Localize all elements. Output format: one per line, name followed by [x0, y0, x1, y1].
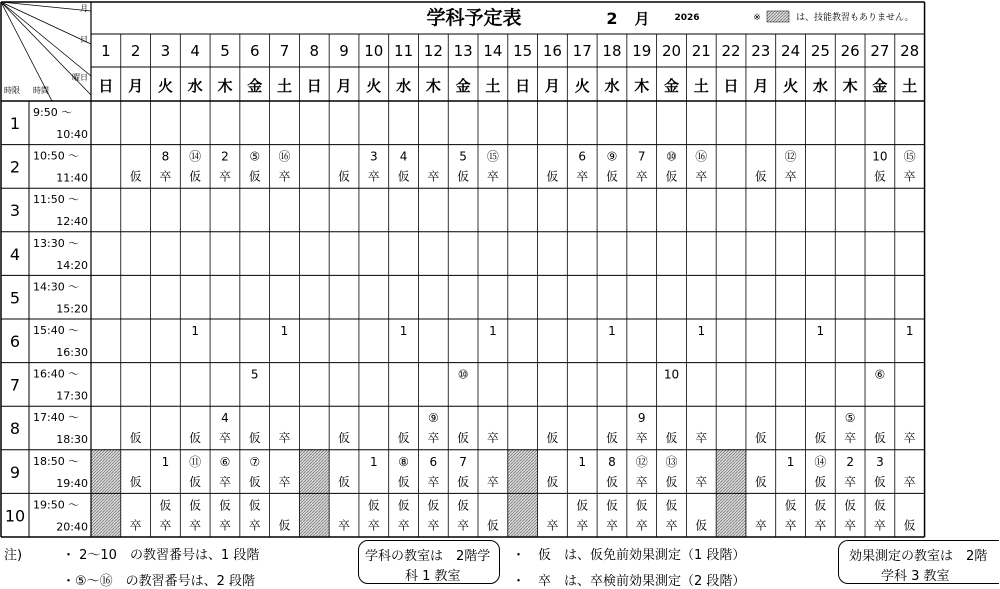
period-end-time: 16:30 [56, 346, 88, 359]
notes-label: 注) [4, 548, 23, 563]
test-marker: 卒 [695, 474, 708, 489]
day-number: 27 [870, 42, 890, 60]
day-number: 28 [900, 42, 920, 60]
lesson-number: 仮 [457, 498, 470, 513]
lesson-number: 仮 [218, 498, 231, 513]
lesson-number: 3 [369, 149, 378, 164]
corner-diagonal [1, 2, 91, 44]
day-number: 8 [309, 42, 320, 60]
test-marker: 仮 [129, 431, 142, 446]
weekday-label: 木 [842, 77, 858, 95]
weekday-label: 木 [425, 77, 441, 95]
test-marker: 卒 [576, 518, 589, 533]
lesson-number: 4 [399, 149, 408, 164]
day-number: 6 [249, 42, 260, 60]
lesson-number: 1 [905, 324, 914, 338]
no-skill-lesson-cell [508, 450, 538, 494]
lesson-number: ⑩ [666, 149, 677, 164]
lesson-number: 仮 [189, 498, 202, 513]
test-marker: 仮 [457, 169, 470, 184]
day-number: 7 [279, 42, 290, 60]
test-marker: 卒 [427, 474, 440, 489]
test-marker: 卒 [367, 518, 380, 533]
lesson-number: ⑪ [189, 454, 202, 469]
weekday-label: 水 [812, 77, 828, 95]
day-number: 16 [542, 42, 562, 60]
day-number: 15 [513, 42, 533, 60]
lesson-number: ⑮ [903, 149, 916, 164]
test-marker: 仮 [814, 474, 827, 489]
weekday-label: 金 [664, 77, 680, 95]
day-number: 10 [364, 42, 384, 60]
day-number: 21 [691, 42, 711, 60]
test-marker: 仮 [754, 431, 767, 446]
lesson-number: 仮 [159, 498, 172, 513]
weekday-label: 月 [336, 77, 352, 95]
test-marker: 卒 [218, 169, 231, 184]
weekday-label: 木 [634, 77, 650, 95]
test-marker: 仮 [189, 169, 202, 184]
lesson-number: ⑤ [844, 411, 856, 426]
period-column [5, 106, 88, 533]
weekday-label: 日 [98, 77, 114, 95]
legend-text: は、技能教習もありません。 [796, 13, 914, 23]
test-marker: 卒 [159, 518, 172, 533]
corner-month-label: 月 [80, 4, 88, 13]
lesson-number: 仮 [397, 498, 410, 513]
period-end-time: 19:40 [56, 476, 88, 490]
classroom-note-box [358, 540, 500, 584]
classroom-note-line1: 学科の教室は 2階学 [365, 549, 491, 564]
lesson-number: 7 [459, 454, 467, 469]
weekday-label: 月 [128, 77, 144, 95]
period-number: 10 [4, 506, 26, 526]
test-marker: 卒 [844, 474, 857, 489]
lesson-number: 2 [221, 149, 229, 164]
lesson-number: 1 [191, 324, 200, 338]
test-marker: 卒 [635, 474, 648, 489]
weekday-label: 木 [217, 77, 233, 95]
lesson-number: ⑫ [784, 149, 797, 164]
test-marker: 卒 [457, 518, 470, 533]
lesson-number: 仮 [635, 498, 648, 513]
lesson-number: 仮 [427, 498, 440, 513]
month-number: 2 [606, 9, 618, 28]
test-marker: 卒 [635, 431, 648, 446]
day-number: 1 [101, 42, 111, 60]
test-marker: 仮 [665, 169, 678, 184]
test-marker: 卒 [873, 518, 886, 533]
no-skill-lesson-cell [716, 450, 746, 494]
lesson-number: 6 [578, 149, 587, 164]
test-marker: 仮 [189, 474, 202, 489]
test-marker: 卒 [129, 518, 142, 533]
day-number: 18 [602, 42, 622, 60]
test-marker: 仮 [605, 169, 618, 184]
period-start-time: 11:50 ～ [33, 193, 80, 207]
lesson-number: 仮 [873, 498, 886, 513]
test-marker: 仮 [546, 474, 559, 489]
period-start-time: 18:50 ～ [33, 454, 80, 468]
test-marker: 仮 [248, 169, 261, 184]
day-number: 11 [394, 42, 414, 60]
day-number: 12 [423, 42, 443, 60]
lesson-number: 1 [786, 454, 795, 469]
lesson-number: 9 [637, 411, 646, 426]
lesson-number: 仮 [814, 498, 827, 513]
day-number: 14 [483, 42, 503, 60]
test-marker: 卒 [427, 518, 440, 533]
period-end-time: 14:20 [56, 258, 88, 272]
lesson-number: 1 [697, 324, 706, 338]
lesson-number: ⑭ [189, 149, 202, 164]
test-marker: 仮 [397, 474, 410, 489]
test-marker: 卒 [486, 431, 499, 446]
period-number: 2 [9, 157, 21, 177]
legend-hatch-swatch [767, 11, 789, 22]
weekday-label: 日 [723, 77, 739, 95]
weekday-label: 月 [544, 77, 560, 95]
weekday-label: 土 [276, 77, 293, 95]
note-provisional-test: ・ 仮 は、仮免前効果測定（1 段階） [512, 548, 746, 563]
test-marker: 仮 [903, 518, 916, 533]
test-marker: 卒 [814, 518, 827, 533]
no-skill-lesson-cell [508, 493, 538, 537]
day-number: 25 [810, 42, 830, 60]
test-marker: 卒 [159, 169, 172, 184]
lesson-number: ⑧ [398, 454, 409, 469]
test-marker: 仮 [397, 431, 410, 446]
lesson-number: ⑤ [249, 149, 261, 164]
lesson-number: 仮 [248, 498, 261, 513]
corner-period-label: 時限 [4, 86, 20, 95]
test-marker: 卒 [486, 169, 499, 184]
corner-diagonal [1, 2, 91, 76]
lesson-number: 仮 [665, 498, 678, 513]
test-marker: 卒 [754, 518, 767, 533]
day-number: 24 [781, 42, 801, 60]
note-graduation-test: ・ 卒 は、卒検前効果測定（2 段階） [512, 574, 746, 589]
schedule-title: 学科予定表 [426, 7, 522, 29]
test-marker: 仮 [338, 474, 351, 489]
lesson-number: ⑩ [457, 367, 469, 382]
weekday-label: 火 [783, 77, 799, 95]
day-number: 19 [632, 42, 652, 60]
no-skill-lesson-cell [91, 493, 121, 537]
lesson-number: ⑭ [814, 454, 827, 469]
test-marker: 仮 [486, 518, 499, 533]
day-number: 5 [220, 42, 230, 60]
lesson-number: 3 [876, 454, 884, 469]
day-number: 23 [751, 42, 771, 60]
lesson-number: ⑯ [278, 149, 291, 164]
test-marker: 卒 [903, 431, 916, 446]
test-marker: 仮 [605, 474, 618, 489]
test-marker: 卒 [695, 169, 708, 184]
weekday-label: 金 [455, 77, 471, 95]
lesson-number: 仮 [605, 498, 618, 513]
test-marker: 仮 [665, 474, 678, 489]
test-marker: 卒 [784, 518, 797, 533]
corner-weekday-label: 曜日 [72, 73, 88, 82]
test-marker: 卒 [427, 169, 440, 184]
test-marker: 仮 [873, 431, 886, 446]
test-marker: 仮 [665, 431, 678, 446]
period-number: 8 [9, 419, 21, 439]
test-marker: 卒 [665, 518, 678, 533]
period-number: 5 [9, 288, 21, 308]
day-number: 4 [190, 42, 200, 60]
day-number: 17 [572, 42, 592, 60]
test-marker: 卒 [427, 431, 440, 446]
lesson-number: 1 [816, 324, 825, 338]
period-end-time: 20:40 [56, 520, 88, 534]
corner-day-label: 日 [80, 35, 88, 44]
test-marker: 卒 [367, 169, 380, 184]
lesson-number: ⑨ [606, 149, 618, 164]
test-marker: 仮 [695, 518, 708, 533]
test-marker: 仮 [546, 431, 559, 446]
note-stage2-numbers: ・⑤～⑯ の教習番号は、2 段階 [62, 574, 256, 589]
test-marker: 仮 [546, 169, 559, 184]
test-marker: 卒 [218, 518, 231, 533]
test-marker: 卒 [189, 518, 202, 533]
no-skill-lesson-cell [299, 493, 329, 537]
period-start-time: 9:50 ～ [33, 106, 73, 119]
period-start-time: 17:40 ～ [33, 411, 80, 425]
weekday-label: 日 [515, 77, 531, 95]
lesson-number: ⑨ [427, 411, 439, 426]
lesson-number: 2 [846, 454, 854, 469]
period-number: 6 [9, 332, 21, 351]
weekday-label: 土 [902, 77, 918, 95]
note-stage1-numbers: ・ 2～10 の教習番号は、1 段階 [62, 548, 260, 563]
day-number: 26 [840, 42, 860, 60]
day-number: 13 [453, 42, 473, 60]
weekday-label: 水 [604, 77, 620, 95]
lesson-number: 10 [663, 367, 680, 382]
test-marker: 卒 [278, 474, 291, 489]
period-end-time: 12:40 [56, 215, 88, 229]
test-room-note-line2: 学科 3 教室 [881, 569, 950, 584]
lesson-number: 1 [369, 454, 378, 469]
month-unit: 月 [634, 10, 650, 28]
test-marker: 卒 [546, 518, 559, 533]
lesson-number: ⑮ [486, 149, 499, 164]
period-end-time: 18:30 [56, 433, 88, 447]
weekday-label: 金 [872, 77, 888, 95]
test-marker: 仮 [248, 431, 261, 446]
lesson-number: 1 [280, 324, 289, 338]
lesson-number: 5 [459, 149, 467, 164]
test-marker: 卒 [635, 169, 648, 184]
test-marker: 仮 [754, 474, 767, 489]
period-start-time: 13:30 ～ [33, 236, 80, 250]
weekday-label: 金 [247, 77, 263, 95]
test-marker: 仮 [338, 431, 351, 446]
weekday-label: 火 [157, 77, 173, 95]
weekday-label: 日 [306, 77, 322, 95]
lesson-number: 1 [578, 454, 587, 469]
period-number: 1 [9, 114, 21, 133]
period-number: 9 [9, 462, 21, 482]
period-end-time: 10:40 [56, 128, 88, 141]
lesson-number: 8 [161, 149, 170, 164]
period-number: 4 [9, 244, 21, 264]
test-room-note-box [838, 540, 999, 584]
test-marker: 卒 [338, 518, 351, 533]
lesson-number: 6 [429, 454, 438, 469]
test-marker: 卒 [248, 518, 261, 533]
day-number: 3 [160, 42, 171, 60]
lesson-number: 1 [161, 454, 170, 469]
lesson-number: ⑫ [635, 454, 648, 469]
test-room-note-line1: 効果測定の教室は 2階 [849, 549, 988, 564]
legend-mark: ※ [753, 13, 761, 23]
test-marker: 仮 [754, 169, 767, 184]
day-number: 9 [339, 42, 349, 60]
corner-time-label: 時間 [33, 86, 49, 95]
corner-diagonal [1, 2, 91, 11]
period-start-time: 16:40 ～ [33, 367, 80, 381]
test-marker: 仮 [248, 474, 261, 489]
lesson-number: 5 [250, 367, 259, 382]
period-start-time: 10:50 ～ [33, 149, 80, 163]
period-number: 3 [9, 201, 21, 221]
test-marker: 仮 [814, 431, 827, 446]
lesson-number: 10 [872, 149, 888, 164]
weekday-label: 火 [574, 77, 590, 95]
test-marker: 卒 [397, 518, 410, 533]
lesson-number: ⑥ [874, 367, 886, 382]
test-marker: 卒 [784, 169, 797, 184]
test-marker: 卒 [218, 431, 231, 446]
period-end-time: 11:40 [56, 171, 88, 185]
lesson-number: 8 [608, 454, 616, 469]
test-marker: 仮 [873, 169, 886, 184]
lesson-number: 1 [489, 324, 497, 338]
lesson-number: 4 [221, 411, 229, 426]
lesson-number: 仮 [784, 498, 797, 513]
test-marker: 卒 [844, 518, 857, 533]
lesson-number: 仮 [844, 498, 857, 513]
test-marker: 仮 [873, 474, 886, 489]
period-end-time: 15:20 [56, 302, 88, 316]
no-skill-lesson-cell [91, 450, 121, 494]
test-marker: 卒 [903, 474, 916, 489]
lesson-number: 仮 [367, 498, 380, 513]
weekday-label: 水 [187, 77, 203, 95]
test-marker: 卒 [218, 474, 231, 489]
weekday-label: 土 [693, 77, 709, 95]
test-marker: 仮 [278, 518, 291, 533]
weekday-label: 水 [396, 77, 412, 95]
period-end-time: 17:30 [56, 389, 88, 403]
test-marker: 仮 [397, 169, 410, 184]
test-marker: 卒 [576, 169, 589, 184]
day-number: 20 [661, 42, 682, 60]
test-marker: 仮 [129, 474, 142, 489]
test-marker: 仮 [605, 431, 618, 446]
test-marker: 卒 [635, 518, 648, 533]
weekday-label: 月 [753, 77, 769, 95]
test-marker: 卒 [605, 518, 618, 533]
test-marker: 卒 [486, 474, 499, 489]
lesson-number: ⑥ [219, 454, 231, 469]
test-marker: 卒 [903, 169, 916, 184]
lesson-number: 7 [637, 149, 646, 164]
lesson-number: 仮 [576, 498, 589, 513]
weekday-label: 火 [366, 77, 382, 95]
test-marker: 卒 [278, 431, 291, 446]
lesson-number: ⑦ [249, 454, 261, 469]
no-skill-lesson-cell [716, 493, 746, 537]
test-marker: 仮 [129, 169, 142, 184]
test-marker: 仮 [457, 431, 470, 446]
period-number: 7 [9, 375, 21, 395]
lesson-number: ⑯ [695, 149, 708, 164]
weekday-label: 土 [485, 77, 501, 95]
test-marker: 卒 [278, 169, 291, 184]
period-start-time: 19:50 ～ [33, 498, 80, 512]
lesson-number: ⑬ [665, 454, 678, 469]
notes-area [0, 538, 1000, 587]
period-start-time: 14:30 ～ [33, 280, 80, 294]
day-number: 22 [721, 42, 741, 60]
test-marker: 卒 [695, 431, 708, 446]
lesson-number: 1 [608, 324, 616, 338]
test-marker: 仮 [338, 169, 351, 184]
test-marker: 仮 [457, 474, 470, 489]
test-marker: 卒 [844, 431, 857, 446]
lesson-number: 1 [399, 324, 408, 338]
day-header [98, 42, 919, 95]
test-marker: 仮 [189, 431, 202, 446]
day-number: 2 [130, 42, 141, 60]
year-label: 2026 [674, 13, 700, 23]
period-start-time: 15:40 ～ [33, 324, 80, 337]
classroom-note-line2: 科 1 教室 [405, 569, 461, 584]
no-skill-lesson-cell [299, 450, 329, 494]
